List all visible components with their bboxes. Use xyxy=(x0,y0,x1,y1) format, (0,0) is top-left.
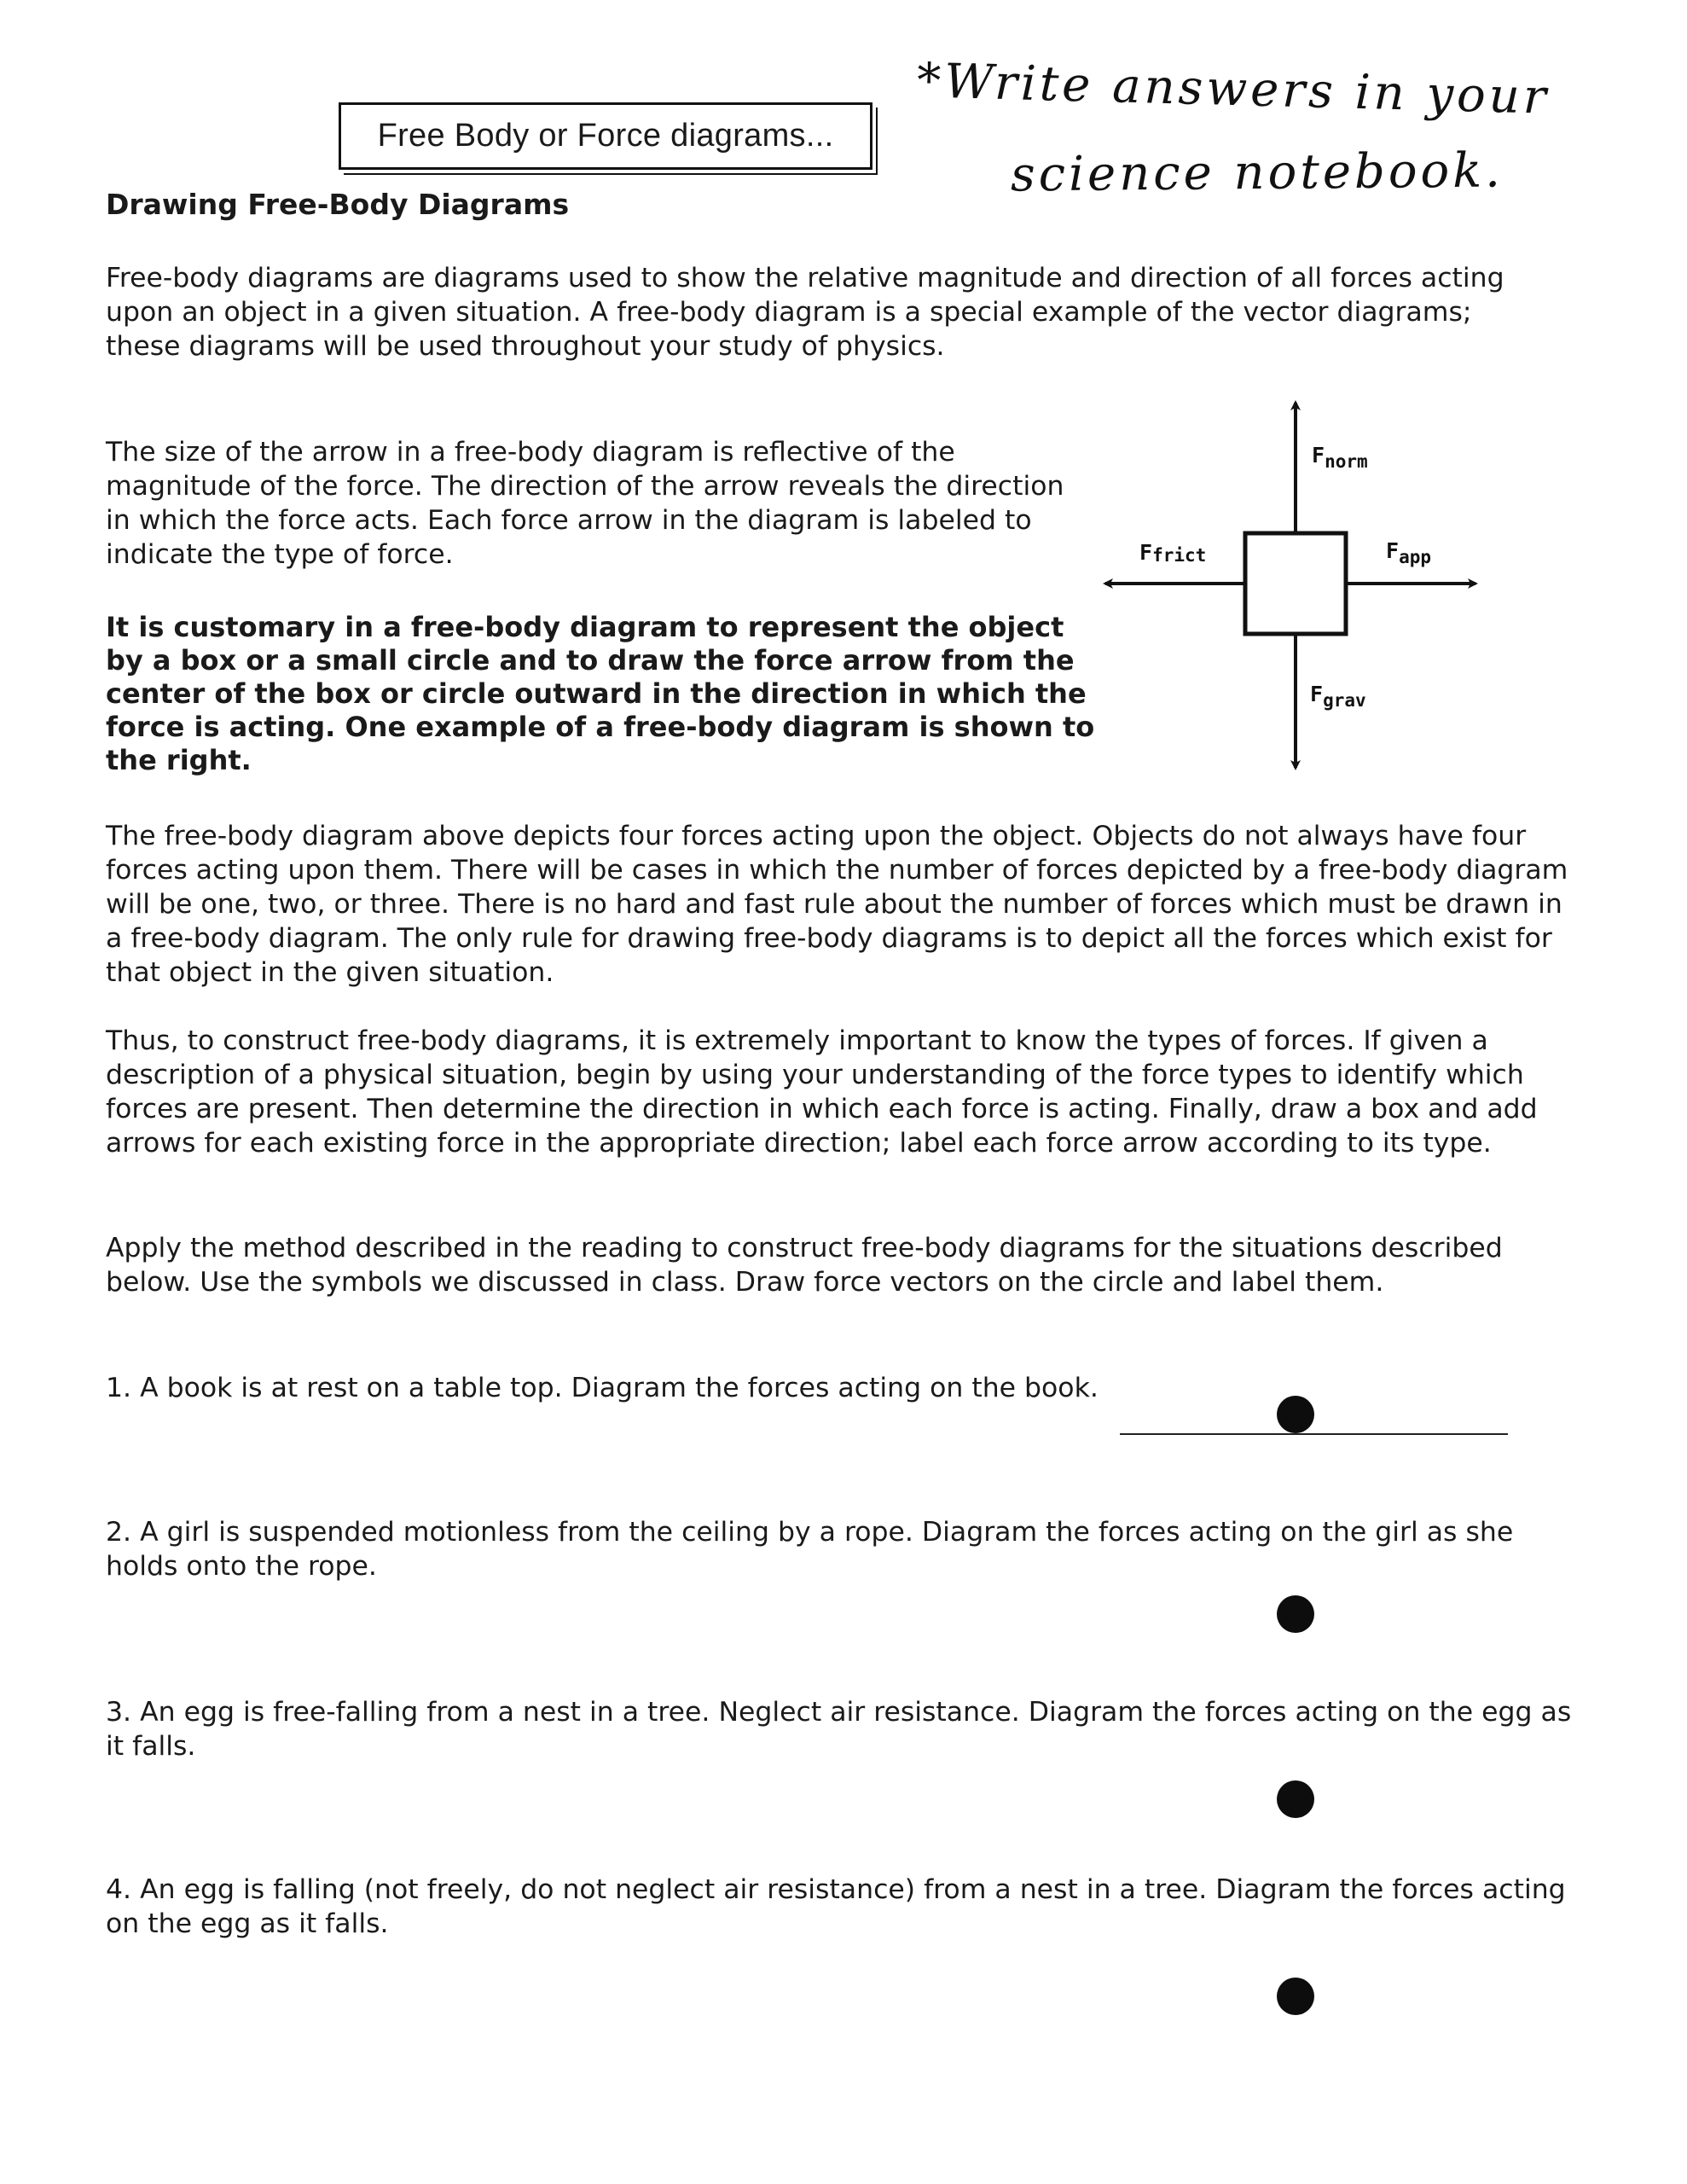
object-dot-4 xyxy=(1277,1978,1314,2015)
object-dot-2 xyxy=(1277,1595,1314,1633)
question-3: 3. An egg is free-falling from a nest in a tree. Neglect air resistance. Diagram the forces acting on the egg as it falls. xyxy=(106,1697,1572,1762)
object-dot-1 xyxy=(1277,1396,1314,1433)
table-top-line xyxy=(1120,1433,1508,1435)
handwritten-note-line2: science notebook. xyxy=(1010,142,1504,203)
section-heading: Drawing Free-Body Diagrams xyxy=(106,188,570,221)
object-box xyxy=(1245,533,1346,634)
free-body-diagram xyxy=(1100,392,1484,785)
question-2: 2. A girl is suspended motionless from the ceiling by a rope. Diagram the forces acting on the girl as she holds onto the rope. xyxy=(106,1517,1514,1582)
paragraph-construct: Thus, to construct free-body diagrams, it is extremely important to know the types of forces. If given a description of a physical situation, begin by using your understanding of the force types to identify which forces are present. Then determine the direction in which each force is acting. Finally, draw a box and add arrows for each existing force in the appropriate direction; label each force arrow according to its type. xyxy=(106,1025,1538,1159)
label-fnorm: $F_{norm}$ xyxy=(1312,443,1368,472)
paragraph-apply: Apply the method described in the reading to construct free-body diagrams for the situations described below. Use the symbols we discussed in class. Draw force vectors on the circle and label them. xyxy=(106,1233,1503,1298)
question-1: 1. A book is at rest on a table top. Diagram the forces acting on the book. xyxy=(106,1373,1099,1403)
label-fgrav: $F_{grav}$ xyxy=(1310,682,1366,711)
paragraph-arrow-size: The size of the arrow in a free-body diagram is reflective of the magnitude of the force. The direction of the arrow reveals the direction in which the force acts. Each force arrow in the diagram is labeled to indicate the type of force. xyxy=(106,437,1064,570)
question-4: 4. An egg is falling (not freely, do not neglect air resistance) from a nest in a tree. Diagram the forces acting on the egg as it falls. xyxy=(106,1874,1566,1939)
paragraph-intro: Free-body diagrams are diagrams used to show the relative magnitude and direction of all forces acting upon an object in a given situation. A free-body diagram is a special example of the vector diagrams; these diagrams will be used throughout your study of physics. xyxy=(106,263,1504,362)
label-fapp: $F_{app}$ xyxy=(1386,538,1431,567)
paragraph-four-forces: The free-body diagram above depicts four forces acting upon the object. Objects do not always have four forces acting upon them. There will be cases in which the number of forces depicted by a free-body diagram will be one, two, or three. There is no hard and fast rule about the number of forces which must be drawn in a free-body diagram. The only rule for drawing free-body diagrams is to depict all the forces which exist for that object in the given situation. xyxy=(106,821,1568,988)
worksheet-title-box xyxy=(339,102,872,170)
object-dot-3 xyxy=(1277,1780,1314,1818)
worksheet-title: Free Body or Force diagrams... xyxy=(377,118,834,154)
handwritten-note-line1: *Write answers in your xyxy=(916,53,1551,125)
label-ffrict: Ffrict xyxy=(1139,540,1207,566)
paragraph-customary: It is customary in a free-body diagram to represent the object by a box or a small circle and to draw the force arrow from the center of the box or circle outward in the direction in which the force is acting. One example of a free-body diagram is shown to the right. xyxy=(106,611,1095,776)
